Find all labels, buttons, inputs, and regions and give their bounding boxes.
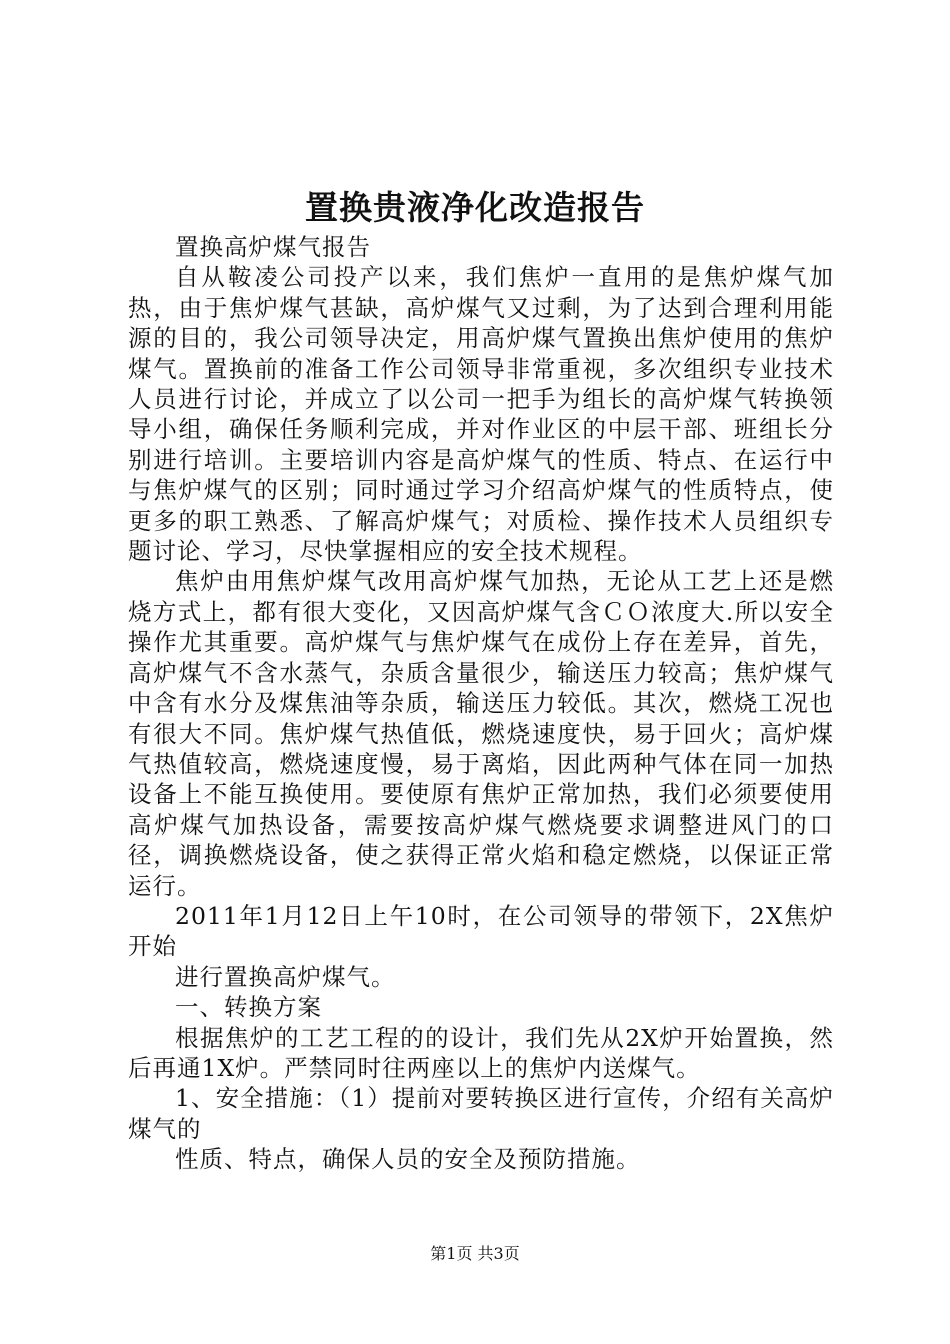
- document-title: 置换贵液净化改造报告: [305, 188, 645, 227]
- document-body: [128, 232, 834, 1175]
- paragraph: 进行置换高炉煤气。: [175, 962, 396, 991]
- paragraph: 性质、特点，确保人员的安全及预防措施。: [175, 1145, 641, 1174]
- paragraph: 焦炉由用焦炉煤气改用高炉煤气加热，无论从工艺上还是燃烧方式上，都有很大变化，又因高炉煤气含ＣＯ浓度大.所以安全操作尤其重要。高炉煤气与焦炉煤气在成份上存在差异，首先，高炉煤气不含水蒸气，杂质含量很少，输送压力较高；焦炉煤气中含有水分及煤焦油等杂质，输送压力较低。其次，燃烧工况也有很大不同。焦炉煤气热值低，燃烧速度快，易于回火；高炉煤气热值较高，燃烧速度慢，易于离焰，因此两种气体在同一加热设备上不能互换使用。要使原有焦炉正常加热，我们必须要使用高炉煤气加热设备，需要按高炉煤气燃烧要求调整进风门的口径，调换燃烧设备，使之获得正常火焰和稳定燃烧，以保证正常运行。: [128, 567, 834, 900]
- paragraph: 1、安全措施：（1）提前对要转换区进行宣传，介绍有关高炉煤气的: [128, 1084, 834, 1143]
- paragraph: 2011年1月12日上午10时，在公司领导的带领下，2X焦炉开始: [128, 901, 834, 961]
- section-heading: 一、转换方案: [175, 993, 322, 1022]
- paragraph-subtitle: 置换高炉煤气报告: [175, 233, 371, 261]
- page-footer: 第1页 共3页: [430, 1244, 520, 1263]
- paragraph: 自从鞍凌公司投产以来，我们焦炉一直用的是焦炉煤气加热，由于焦炉煤气甚缺，高炉煤气又过剩，为了达到合理利用能源的目的，我公司领导决定，用高炉煤气置换出焦炉使用的焦炉煤气。置换前的准备工作公司领导非常重视，多次组织专业技术人员进行讨论，并成立了以公司一把手为组长的高炉煤气转换领导小组，确保任务顺利完成，并对作业区的中层干部、班组长分别进行培训。主要培训内容是高炉煤气的性质、特点、在运行中与焦炉煤气的区别；同时通过学习介绍高炉煤气的性质特点，使更多的职工熟悉、了解高炉煤气；对质检、操作技术人员组织专题讨论、学习，尽快掌握相应的安全技术规程。: [128, 263, 834, 566]
- paragraph: 根据焦炉的工艺工程的的设计，我们先从2X炉开始置换，然后再通1X炉。严禁同时往两座以上的焦炉内送煤气。: [128, 1023, 834, 1082]
